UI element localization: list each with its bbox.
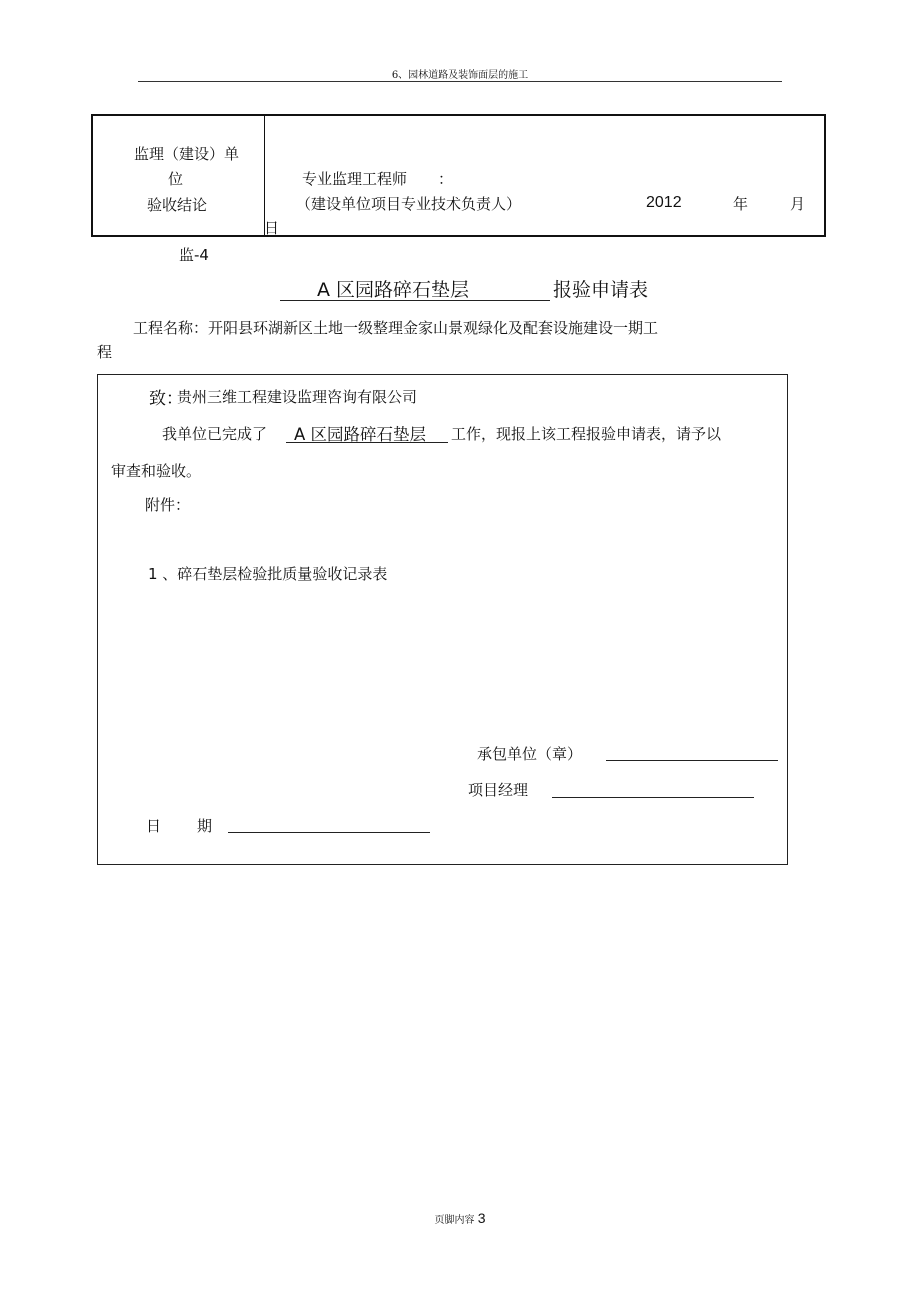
conclusion-label-line2: 位: [168, 170, 184, 188]
conclusion-table: [91, 114, 826, 237]
project-name-line2: 程: [97, 343, 113, 361]
engineer-label: 专业监理工程师: [302, 170, 408, 188]
conclusion-label-line3: 验收结论: [147, 196, 208, 214]
to-company: 贵州三维工程建设监理咨询有限公司: [177, 388, 418, 406]
page-header: 6、园林道路及装饰面层的施工: [391, 70, 529, 81]
form-code: 监-4: [179, 246, 209, 264]
month-unit: 月: [790, 195, 806, 213]
contractor-signature-line: [606, 760, 778, 761]
body-suffix: 工作，现报上该工程报验申请表，请予以: [451, 425, 722, 443]
manager-signature-line: [552, 797, 754, 798]
title-item: A 区园路碎石垫层: [317, 279, 470, 301]
to-prefix: 致：: [149, 389, 183, 409]
attachments-label: 附件：: [145, 496, 191, 514]
header-rule: [138, 81, 782, 82]
year-unit: 年: [733, 195, 749, 213]
application-box: [97, 374, 788, 865]
footer-text: 页脚内容: [434, 1215, 475, 1226]
manager-label: 项目经理: [468, 781, 529, 799]
body-line2: 审查和验收。: [111, 462, 202, 480]
date-label-1: 日: [146, 817, 162, 835]
contractor-label: 承包单位（章）: [477, 745, 583, 763]
conclusion-label-line1: 监理（建设）单: [134, 145, 240, 163]
page-footer: [0, 1210, 920, 1226]
title-suffix: 报验申请表: [553, 279, 649, 301]
page-number: 3: [477, 1210, 486, 1226]
owner-label: （建设单位项目专业技术负责人）: [296, 195, 522, 213]
year-value: 2012: [646, 194, 682, 211]
date-label-2: 期: [197, 817, 213, 835]
project-name-line1: 工程名称：开阳县环湖新区土地一级整理金家山景观绿化及配套设施建设一期工: [133, 319, 659, 337]
body-prefix: 我单位已完成了: [162, 425, 268, 443]
day-unit: 日: [264, 219, 280, 237]
date-line: [228, 832, 430, 833]
body-item: A 区园路碎石垫层: [294, 425, 427, 444]
attachment-1: 1 、碎石垫层检验批质量验收记录表: [148, 565, 388, 583]
engineer-colon: ：: [438, 170, 454, 188]
